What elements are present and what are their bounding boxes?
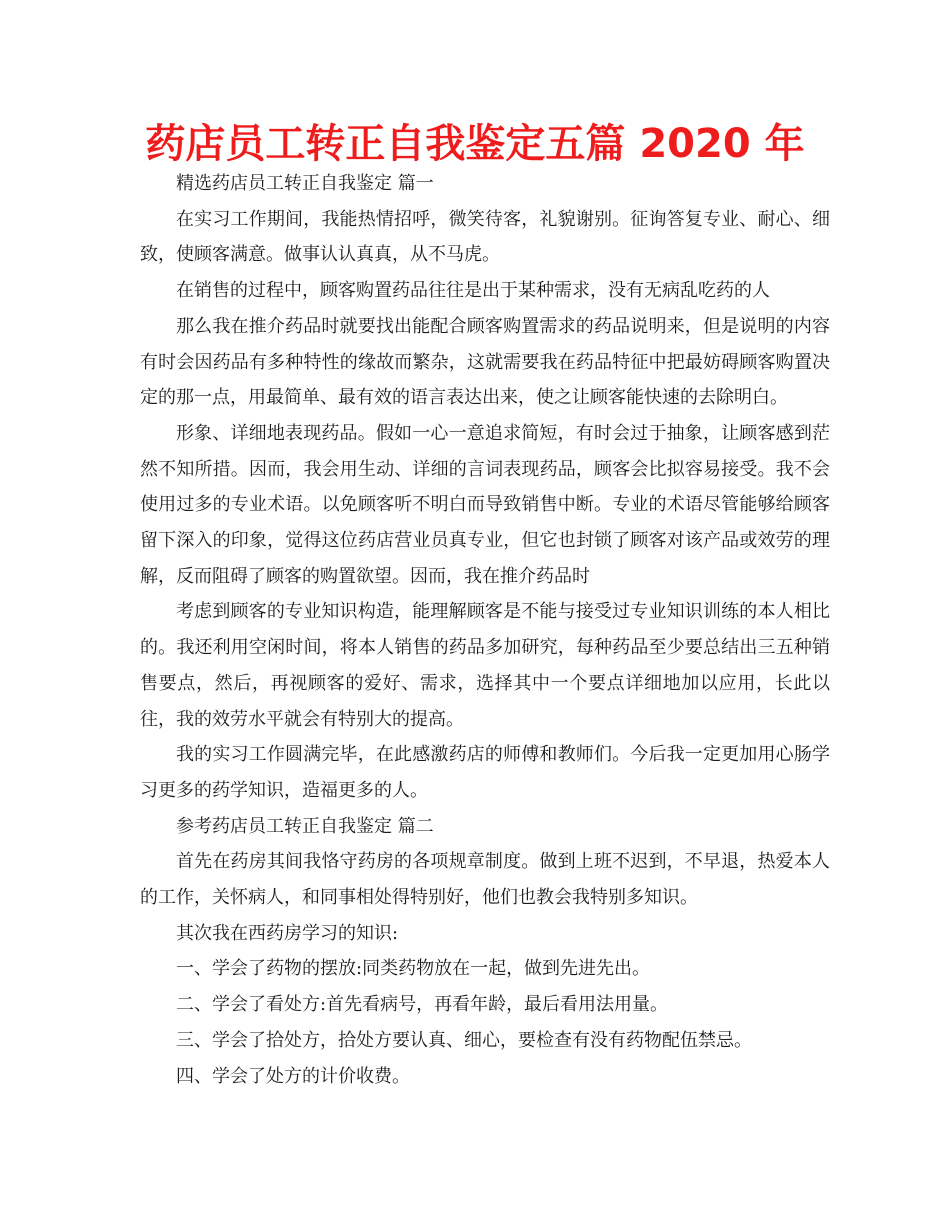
- paragraph: 首先在药房其间我恪守药房的各项规章制度。做到上班不迟到，不早退，热爱本人的工作，关怀病人，和同事相处得特别好，他们也教会我特别多知识。: [140, 851, 830, 909]
- paragraph: 在实习工作期间，我能热情招呼，微笑待客，礼貌谢别。征询答复专业、耐心、细致，使顾客满意。做事认认真真，从不马虎。: [140, 208, 830, 266]
- document-body: [140, 166, 830, 1094]
- paragraph: 那么我在推介药品时就要找出能配合顾客购置需求的药品说明来，但是说明的内容有时会因药品有多种特性的缘故而繁杂，这就需要我在药品特征中把最妨碍顾客购置决定的那一点，用最简单、最有效的语言表达出来，使之让顾客能快速的去除明白。: [140, 315, 830, 409]
- section-heading: 参考药店员工转正自我鉴定 篇二: [176, 815, 434, 837]
- paragraph: 在销售的过程中，顾客购置药品往往是出于某种需求，没有无病乱吃药的人: [176, 280, 770, 302]
- list-item: 三、学会了拾处方，拾处方要认真、细心，要检查有没有药物配伍禁忌。: [176, 1029, 752, 1051]
- section-heading: 精选药店员工转正自我鉴定 篇一: [176, 173, 434, 194]
- paragraph: 形象、详细地表现药品。假如一心一意追求简短，有时会过于抽象，让顾客感到茫然不知所措。因而，我会用生动、详细的言词表现药品，顾客会比拟容易接受。我不会使用过多的专业术语。以免顾客听不明白而导致销售中断。专业的术语尽管能够给顾客留下深入的印象，觉得这位药店营业员真专业，但它也封锁了顾客对该产品或效劳的理解，反而阻碍了顾客的购置欲望。因而，我在推介药品时: [140, 422, 830, 587]
- document-title: 药店员工转正自我鉴定五篇 2020 年: [145, 121, 805, 167]
- paragraph: 考虑到顾客的专业知识构造，能理解顾客是不能与接受过专业知识训练的本人相比的。我还利用空闲时间，将本人销售的药品多加研究，每种药品至少要总结出三五种销售要点，然后，再视顾客的爱好、需求，选择其中一个要点详细地加以应用，长此以往，我的效劳水平就会有特别大的提高。: [140, 601, 830, 730]
- list-item: 二、学会了看处方:首先看病号，再看年龄，最后看用法用量。: [176, 994, 669, 1016]
- paragraph: 其次我在西药房学习的知识:: [176, 922, 399, 944]
- paragraph: 我的实习工作圆满完毕，在此感激药店的师傅和教师们。今后我一定更加用心肠学习更多的药学知识，造福更多的人。: [140, 744, 830, 801]
- list-item: 四、学会了处方的计价收费。: [176, 1065, 410, 1087]
- list-item: 一、学会了药物的摆放:同类药物放在一起，做到先进先出。: [176, 958, 651, 980]
